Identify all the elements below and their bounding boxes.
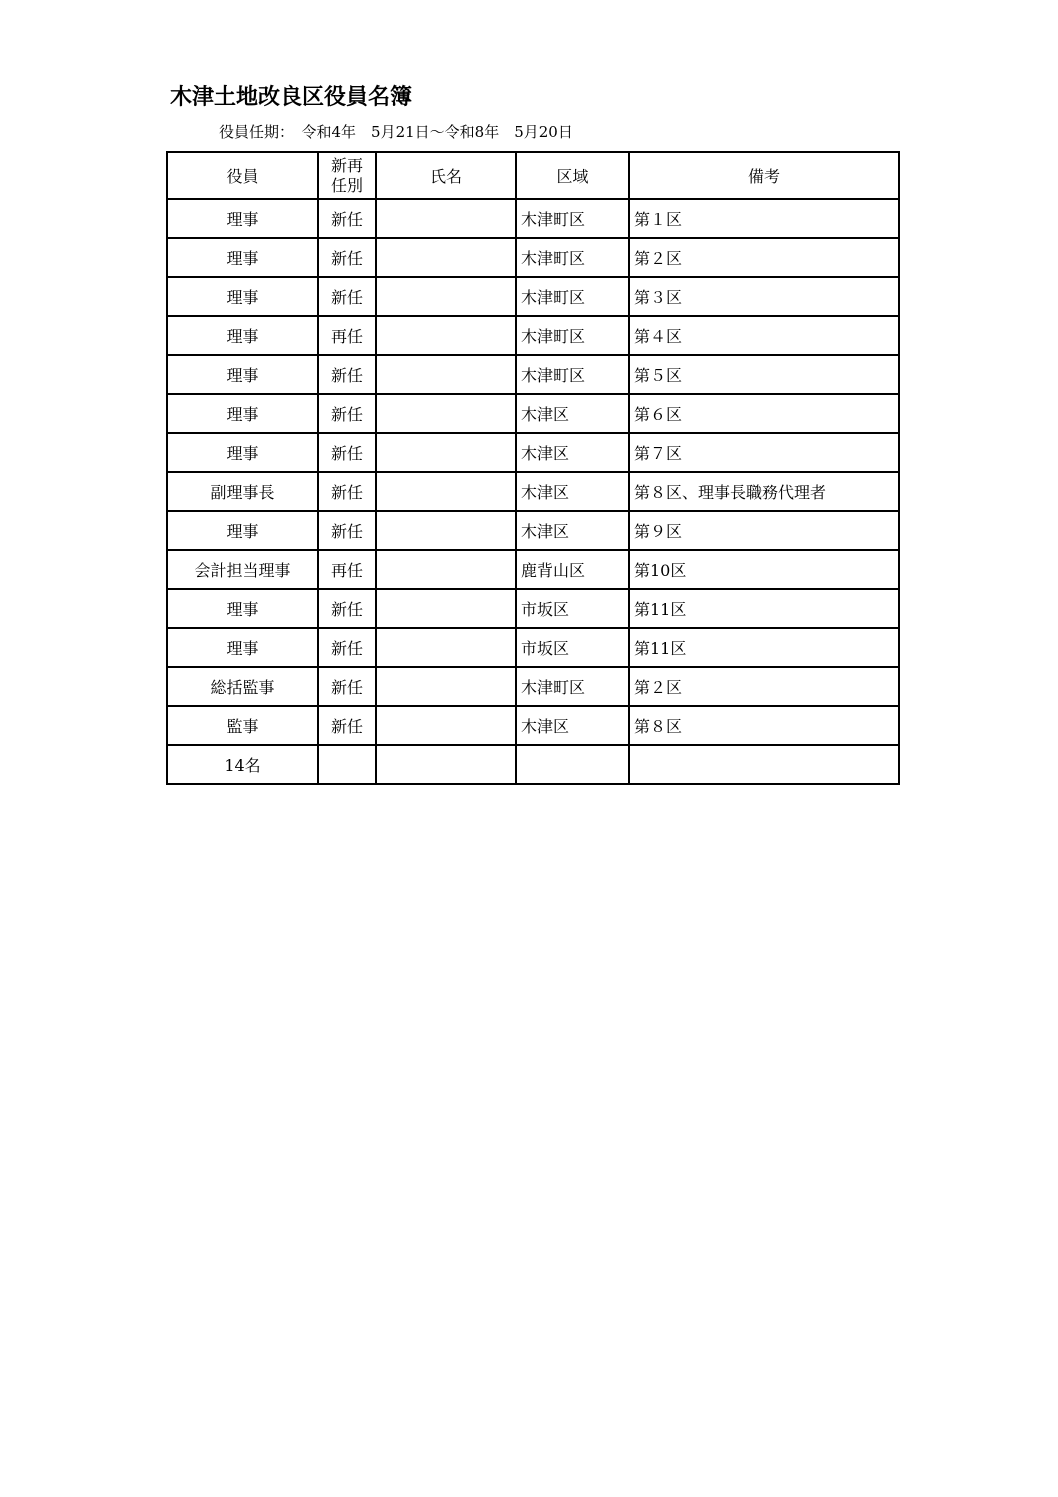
cell-note: 第７区 — [629, 433, 899, 472]
page-title: 木津土地改良区役員名簿 — [170, 85, 413, 110]
cell-role: 監事 — [167, 706, 318, 745]
table-row — [167, 550, 899, 589]
table-row — [167, 667, 899, 706]
cell-name — [376, 472, 516, 511]
total-count: 14名 — [167, 745, 318, 784]
cell-name — [376, 589, 516, 628]
cell-appointment-type: 新任 — [318, 394, 376, 433]
table-row — [167, 316, 899, 355]
cell-area: 木津区 — [516, 472, 629, 511]
cell-role: 副理事長 — [167, 472, 318, 511]
cell-note: 第９区 — [629, 511, 899, 550]
cell-name — [376, 706, 516, 745]
cell-name — [376, 628, 516, 667]
cell-name — [376, 316, 516, 355]
cell-appointment-type: 新任 — [318, 628, 376, 667]
cell-area: 市坂区 — [516, 589, 629, 628]
cell-appointment-type: 再任 — [318, 550, 376, 589]
table-row — [167, 238, 899, 277]
cell-area: 木津区 — [516, 511, 629, 550]
cell-area: 木津町区 — [516, 667, 629, 706]
cell-area: 木津町区 — [516, 238, 629, 277]
cell-name — [376, 199, 516, 238]
table-header-row — [167, 152, 899, 199]
cell-role: 総括監事 — [167, 667, 318, 706]
cell-name — [376, 355, 516, 394]
header-note: 備考 — [629, 152, 899, 199]
cell-area: 木津町区 — [516, 316, 629, 355]
cell-note: 第10区 — [629, 550, 899, 589]
total-type-cell — [318, 745, 376, 784]
cell-role: 理事 — [167, 511, 318, 550]
table-row — [167, 472, 899, 511]
cell-appointment-type: 再任 — [318, 316, 376, 355]
header-appointment-type — [318, 152, 376, 199]
table-total-row — [167, 745, 899, 784]
cell-name — [376, 277, 516, 316]
roster-body — [167, 199, 899, 745]
cell-area: 木津区 — [516, 433, 629, 472]
cell-appointment-type: 新任 — [318, 238, 376, 277]
cell-name — [376, 550, 516, 589]
cell-area: 木津町区 — [516, 199, 629, 238]
cell-note: 第３区 — [629, 277, 899, 316]
cell-note: 第８区 — [629, 706, 899, 745]
cell-name — [376, 511, 516, 550]
table-row — [167, 589, 899, 628]
cell-note: 第２区 — [629, 667, 899, 706]
cell-appointment-type: 新任 — [318, 667, 376, 706]
cell-note: 第11区 — [629, 628, 899, 667]
cell-area: 木津区 — [516, 394, 629, 433]
cell-name — [376, 667, 516, 706]
table-row — [167, 511, 899, 550]
cell-name — [376, 394, 516, 433]
header-type-line1: 新再 — [330, 155, 363, 175]
table-row — [167, 355, 899, 394]
cell-role: 理事 — [167, 316, 318, 355]
cell-note: 第８区、理事長職務代理者 — [629, 472, 899, 511]
cell-note: 第４区 — [629, 316, 899, 355]
cell-appointment-type: 新任 — [318, 277, 376, 316]
cell-appointment-type: 新任 — [318, 355, 376, 394]
cell-area: 市坂区 — [516, 628, 629, 667]
cell-appointment-type: 新任 — [318, 433, 376, 472]
cell-role: 理事 — [167, 394, 318, 433]
cell-role: 会計担当理事 — [167, 550, 318, 589]
cell-role: 理事 — [167, 277, 318, 316]
cell-area: 木津町区 — [516, 355, 629, 394]
officer-roster-table — [166, 151, 900, 785]
table-row — [167, 433, 899, 472]
header-area: 区域 — [516, 152, 629, 199]
header-type-line2: 任別 — [330, 175, 363, 195]
cell-name — [376, 433, 516, 472]
cell-role: 理事 — [167, 433, 318, 472]
cell-appointment-type: 新任 — [318, 589, 376, 628]
cell-appointment-type: 新任 — [318, 706, 376, 745]
total-note-cell — [629, 745, 899, 784]
table-row — [167, 706, 899, 745]
cell-name — [376, 238, 516, 277]
cell-note: 第１区 — [629, 199, 899, 238]
cell-note: 第11区 — [629, 589, 899, 628]
term-of-office: 役員任期： 令和4年 5月21日～令和8年 5月20日 — [219, 123, 573, 141]
cell-appointment-type: 新任 — [318, 199, 376, 238]
cell-note: 第５区 — [629, 355, 899, 394]
cell-appointment-type: 新任 — [318, 472, 376, 511]
total-name-cell — [376, 745, 516, 784]
cell-note: 第２区 — [629, 238, 899, 277]
table-row — [167, 628, 899, 667]
table-row — [167, 199, 899, 238]
cell-role: 理事 — [167, 238, 318, 277]
total-area-cell — [516, 745, 629, 784]
header-role: 役員 — [167, 152, 318, 199]
cell-role: 理事 — [167, 628, 318, 667]
table-row — [167, 394, 899, 433]
cell-area: 木津町区 — [516, 277, 629, 316]
header-name: 氏名 — [376, 152, 516, 199]
cell-note: 第６区 — [629, 394, 899, 433]
table-row — [167, 277, 899, 316]
cell-area: 鹿背山区 — [516, 550, 629, 589]
cell-area: 木津区 — [516, 706, 629, 745]
cell-role: 理事 — [167, 355, 318, 394]
cell-appointment-type: 新任 — [318, 511, 376, 550]
cell-role: 理事 — [167, 589, 318, 628]
cell-role: 理事 — [167, 199, 318, 238]
